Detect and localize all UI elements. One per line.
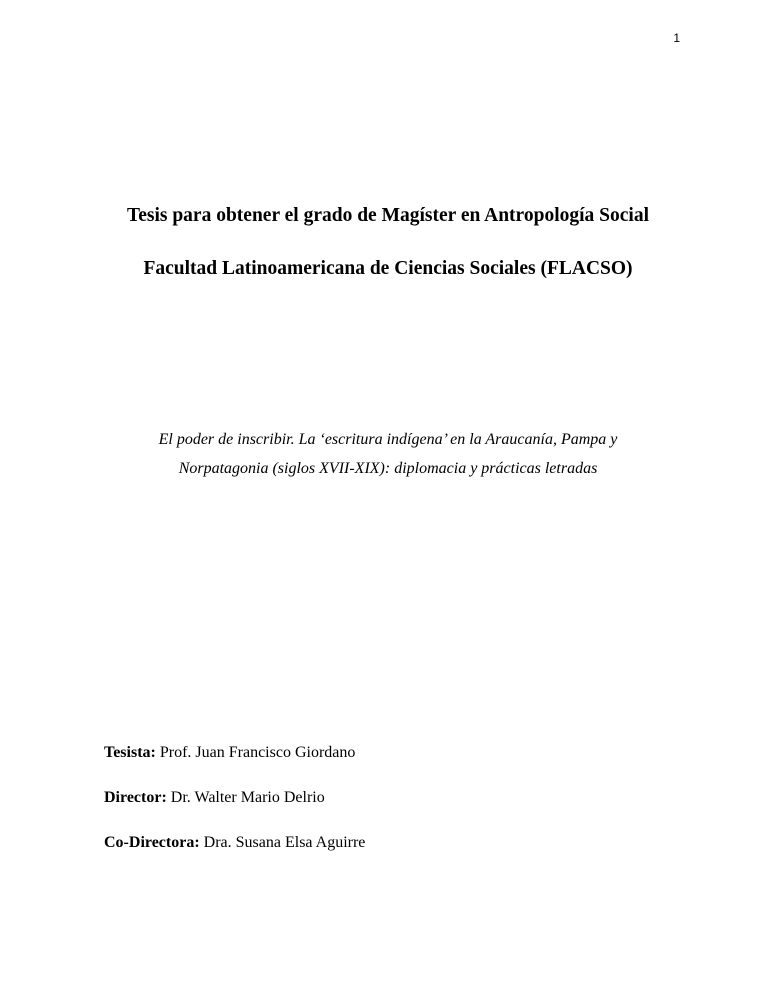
credits-block bbox=[104, 742, 365, 877]
credit-role-label: Tesista: bbox=[104, 744, 156, 761]
credit-name: Prof. Juan Francisco Giordano bbox=[155, 744, 356, 761]
page-number: 1 bbox=[673, 31, 680, 45]
credit-role-label: Director: bbox=[104, 789, 167, 806]
credit-name: Dr. Walter Mario Delrio bbox=[166, 789, 325, 806]
thesis-title-line-1: El poder de inscribir. La ‘escritura indígena’ en la Araucanía, Pampa y bbox=[158, 431, 618, 448]
thesis-title bbox=[0, 425, 776, 483]
credit-name: Dra. Susana Elsa Aguirre bbox=[199, 834, 366, 851]
credit-co-director bbox=[104, 832, 365, 854]
credit-role-label: Co-Directora: bbox=[104, 834, 200, 851]
credit-director bbox=[104, 787, 365, 809]
credit-thesis-author bbox=[104, 742, 365, 764]
thesis-title-line-2: Norpatagonia (siglos XVII-XIX): diplomacia y prácticas letradas bbox=[178, 460, 598, 477]
faculty-heading: Facultad Latinoamericana de Ciencias Sociales (FLACSO) bbox=[143, 258, 633, 279]
degree-heading: Tesis para obtener el grado de Magíster en Antropología Social bbox=[127, 205, 649, 226]
